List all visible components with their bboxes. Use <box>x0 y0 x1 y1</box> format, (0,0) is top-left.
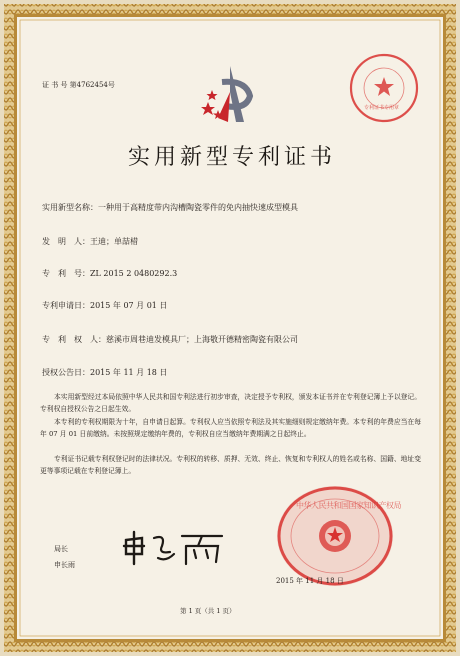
paragraph-record: 专利证书记载专利权登记时的法律状况。专利权的转移、质押、无效、终止、恢复和专利权人的姓名或名称、国籍、地址变更等事项记载在专利登记簿上。 <box>40 455 422 475</box>
paragraph-grant: 本实用新型经过本局依照中华人民共和国专利法进行初步审查，决定授予专利权，颁发本证书并在专利登记簿上予以登记。专利权自授权公告之日起生效。 <box>40 393 422 413</box>
field-patent-number: 专 利 号：ZL 2015 2 0480292.3 <box>42 269 178 278</box>
page-footer: 第 1 页（共 1 页） <box>180 607 236 615</box>
field-filing-date: 专利申请日：2015 年 07 月 01 日 <box>42 301 168 310</box>
director-title: 局长 <box>54 545 68 553</box>
seal-text: 中华人民共和国国家知识产权局 <box>296 501 401 510</box>
director-signature <box>118 524 230 568</box>
certificate-number: 证 书 号 第4762454号 <box>42 81 115 89</box>
special-seal-text: 专利证书专用章 <box>364 105 400 111</box>
field-name: 实用新型名称：一种用于高精度带内沟槽陶瓷零件的免内抽快速成型模具 <box>42 203 298 212</box>
director-name: 申长雨 <box>54 561 75 569</box>
field-patentee: 专 利 权 人：慈溪市周巷迪发模具厂；上海敬开德精密陶瓷有限公司 <box>42 335 298 344</box>
special-seal-stamp <box>348 52 420 124</box>
field-inventor: 发 明 人：王迪；单喆棤 <box>42 237 138 246</box>
field-grant-date: 授权公告日：2015 年 11 月 18 日 <box>42 368 168 377</box>
certificate-title: 实用新型专利证书 <box>128 145 337 170</box>
paragraph-term: 本专利的专利权期限为十年，自申请日起算。专利权人应当依照专利法及其实施细则规定缴纳年费。本专利的年费应当在每年 07 月 01 日前缴纳。未按照规定缴纳年费的，专利权自应当缴纳年费期满之日起终止。 <box>40 418 422 438</box>
seal-date: 2015 年 11 月 18 日 <box>276 577 344 585</box>
cnipa-logo <box>196 62 264 130</box>
